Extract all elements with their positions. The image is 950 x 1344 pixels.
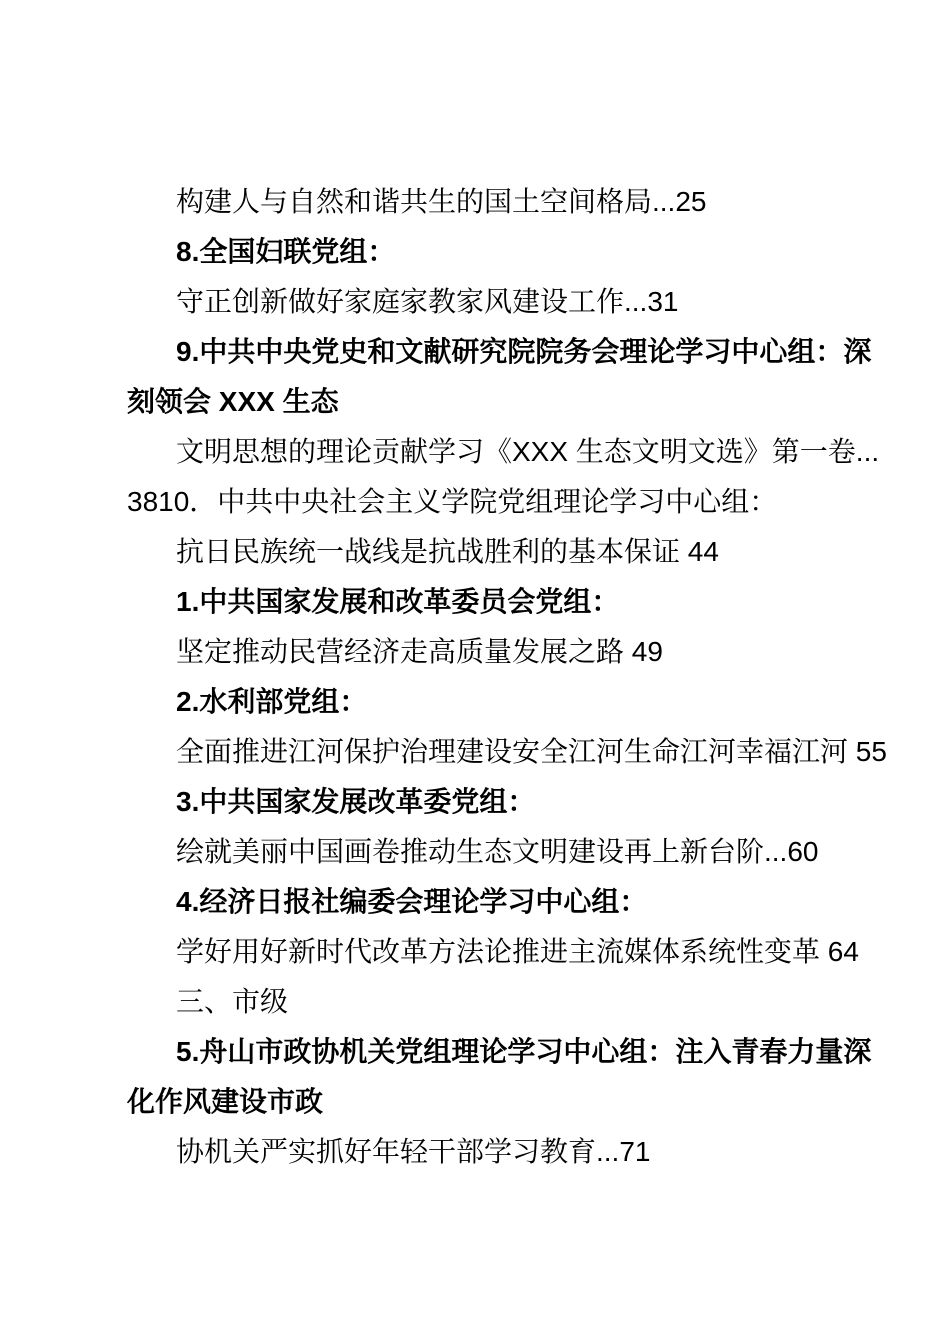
toc-line: 坚定推动民营经济走高质量发展之路 49	[176, 636, 663, 667]
toc-content	[127, 177, 887, 1177]
toc-line: 化作风建设市政	[127, 1086, 324, 1117]
toc-line: 守正创新做好家庭家教家风建设工作...31	[176, 286, 679, 317]
toc-line: 9.中共中央党史和文献研究院院务会理论学习中心组：深	[176, 336, 872, 367]
toc-line: 1.中共国家发展和改革委员会党组：	[176, 586, 620, 617]
toc-line: 8.全国妇联党组：	[176, 236, 396, 267]
toc-line: 4.经济日报社编委会理论学习中心组：	[176, 886, 648, 917]
toc-line: 构建人与自然和谐共生的国土空间格局...25	[176, 186, 707, 217]
toc-line: 抗日民族统一战线是抗战胜利的基本保证 44	[176, 536, 719, 567]
toc-line: 5.舟山市政协机关党组理论学习中心组：注入青春力量深	[176, 1036, 872, 1067]
toc-line: 全面推进江河保护治理建设安全江河生命江河幸福江河 55	[176, 736, 887, 767]
toc-line: 刻领会 XXX 生态	[127, 386, 339, 417]
toc-line: 2.水利部党组：	[176, 686, 368, 717]
toc-line: 3.中共国家发展改革委党组：	[176, 786, 536, 817]
toc-line: 学好用好新时代改革方法论推进主流媒体系统性变革 64	[176, 936, 859, 967]
toc-line: 协机关严实抓好年轻干部学习教育...71	[176, 1136, 651, 1167]
toc-line: 文明思想的理论贡献学习《XXX 生态文明文选》第一卷...	[176, 436, 880, 467]
toc-line: 三、市级	[176, 986, 289, 1017]
toc-line: 绘就美丽中国画卷推动生态文明建设再上新台阶...60	[176, 836, 819, 867]
toc-line: 3810．中共中央社会主义学院党组理论学习中心组：	[127, 486, 778, 517]
